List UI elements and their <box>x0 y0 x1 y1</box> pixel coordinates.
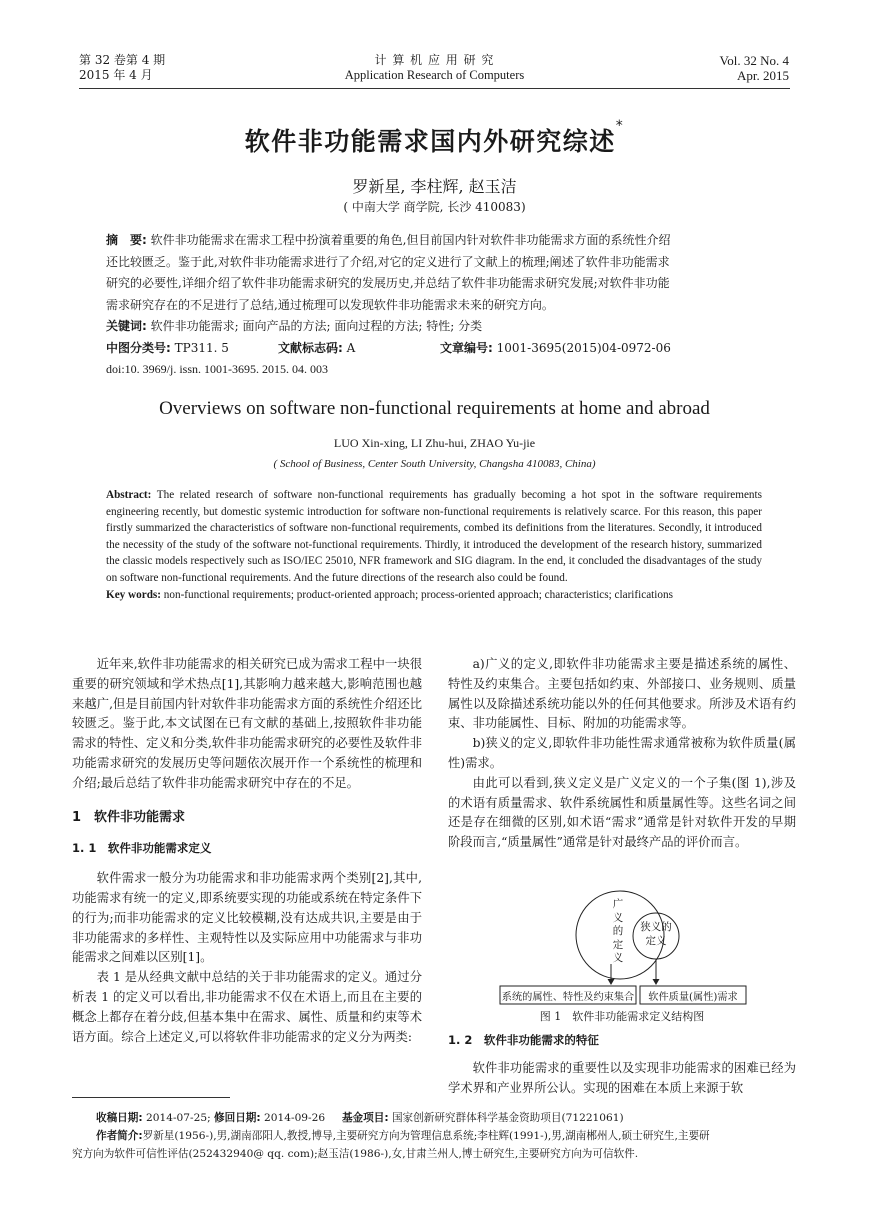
date-en: Apr. 2015 <box>737 68 789 83</box>
broad-definition-paragraph: a)广义的定义,即软件非功能需求主要是描述系统的属性、特性及约束集合。主要包括如约束、外部接口、业务规则、质量属性以及除描述系统功能以外的任何其他要求。所涉及术语有约束、非功能属性、目标、附加的功能需求等。 <box>448 657 796 731</box>
received-label: 收稿日期: <box>96 1112 143 1124</box>
section-heading-1: 1 软件非功能需求 <box>72 809 186 825</box>
figure-1-caption: 图 1 软件非功能需求定义结构图 <box>539 1010 705 1023</box>
volume-en: Vol. 32 No. 4 <box>719 53 789 68</box>
abstract-cn-line-2: 还比较匮乏。鉴于此,对软件非功能需求进行了介绍,对它的定义进行了文献上的梳理;阐述了软件非功能需求 <box>106 254 670 269</box>
affiliation: ( 中南大学 商学院, 长沙 410083) <box>343 200 526 214</box>
abstract-cn <box>106 230 766 381</box>
figure-1 <box>448 890 796 1025</box>
article-number <box>440 338 671 360</box>
keywords-en-label: Key words: <box>106 588 161 601</box>
journal-name-en: Application Research of Computers <box>344 68 525 82</box>
classification-line <box>106 338 766 360</box>
clc-value: TP311. 5 <box>174 340 229 355</box>
definition-paragraph-1: 软件需求一般分为功能需求和非功能需求两个类别[2],其中,功能需求有统一的定义,即系统要实现的功能或系统在特定条件下的行为;而非功能需求的定义比较模糊,没有达成共识,主要是由于非功能需求的多样性、主观特性以及实际应用中功能需求与非功能需求之间难以区别[1]。 <box>72 871 422 965</box>
right-column <box>448 655 796 853</box>
date-cn: 2015 年 4 月 <box>79 68 153 82</box>
doc-code-label: 文献标志码: <box>278 340 343 355</box>
footnote-bio-1 <box>72 1127 802 1145</box>
revised-label: 修回日期: <box>214 1112 261 1124</box>
authors: 罗新星, 李柱辉, 赵玉洁 <box>352 177 517 196</box>
footnote <box>72 1109 802 1163</box>
abstract-en-paragraph <box>106 487 762 587</box>
keywords-cn <box>106 316 766 338</box>
doc-code <box>278 338 355 360</box>
abstract-cn-label: 摘 要: <box>106 233 147 247</box>
authors-en: LUO Xin-xing, LI Zhu-hui, ZHAO Yu-jie <box>333 436 536 450</box>
doc-code-value: A <box>346 340 356 355</box>
bio-text-1: 罗新星(1956-),男,湖南邵阳人,教授,博导,主要研究方向为管理信息系统;李柱辉(1991-),男,湖南郴州人,硕士研究生,主要研 <box>142 1130 710 1142</box>
keywords-en-text: non-functional requirements; product-oriented approach; process-oriented approach; characteristics; clarifications <box>163 588 673 601</box>
footnote-rule <box>72 1097 230 1098</box>
keywords-cn-text: 软件非功能需求; 面向产品的方法; 面向过程的方法; 特性; 分类 <box>150 319 483 333</box>
left-column <box>72 655 422 1047</box>
broad-definition-label: 广义的定义 <box>612 898 624 964</box>
definition-paragraph-2: 表 1 是从经典文献中总结的关于非功能需求的定义。通过分析表 1 的定义可以看出,非功能需求不仅在术语上,而且在主要的概念上都存在着分歧,但基本集中在需求、属性、质量和约束等术语方面。综合上述定义,可以将软件非功能需求的定义分为两类: <box>72 970 422 1044</box>
narrow-definition-label <box>638 920 674 948</box>
abstract-cn-line-3: 研究的必要性,详细介绍了软件非功能需求研究的发展历史,并总结了软件非功能需求研究发展;对软件非功能 <box>106 276 670 290</box>
keywords-en <box>106 587 762 604</box>
clc-label: 中图分类号: <box>106 340 171 355</box>
box-quality-requirements-label: 软件质量(属性)需求 <box>648 992 738 1003</box>
abstract-cn-line-1 <box>106 230 766 252</box>
revised-date: 2014-09-26 <box>264 1112 326 1124</box>
paper-title-en: Overviews on software non-functional requirements at home and abroad <box>159 398 710 419</box>
subset-paragraph: 由此可以看到,狭义定义是广义定义的一个子集(图 1),涉及的术语有质量需求、软件系统属性和质量属性等。这些名词之间还是存在细微的区别,如术语“需求”通常是针对软件开发的早期阶段而言,“质量属性”通常是针对最终产品的评价而言。 <box>448 775 796 850</box>
abstract-en-label: Abstract: <box>106 489 152 501</box>
fund-text: 国家创新研究群体科学基金资助项目(71221061) <box>391 1112 624 1124</box>
volume-cn: 第 32 卷第 4 期 <box>79 53 166 67</box>
affiliation-en: ( School of Business, Center South University, Changsha 410083, China) <box>273 458 596 470</box>
clc <box>106 338 229 360</box>
abstract-cn-text-1: 软件非功能需求在需求工程中扮演着重要的角色,但目前国内针对软件非功能需求方面的系统性介绍 <box>150 233 671 247</box>
intro-paragraph: 近年来,软件非功能需求的相关研究已成为需求工程中一块很重要的研究领域和学术热点[1],其影响力越来越大,影响范围也越来越广,但是目前国内针对软件非功能需求方面的系统性介绍还比较匮乏。鉴于此,本文试图在已有文献的基础上,按照软件非功能需求的特性、定义和分类,软件非功能需求研究的必要性及软件非功能需求研究的发展历史等问题依次展开作一个系统性的梳理和介绍;最后总结了软件非功能需求研究中存在的不足。 <box>72 657 422 790</box>
header-volume-en <box>720 53 789 83</box>
received-date: 2014-07-25; <box>146 1112 211 1124</box>
bio-label: 作者简介: <box>96 1130 143 1142</box>
abstract-en-text: The related research of software non-functional requirements has gradually becoming a hot spot in the software requirements engineering recently, but domestic systemic introduction for software non-functional requirements is relatively scarce. For this reason, this paper firstly summarized the characteristics of software non-functional requirements, combed its definitions from the literatures. Secondly, it introduced the necessity of the study of the software not-functional requirements. Thirdly, it introduced the development of the research history, summarized the classic models respectively such as ISO/IEC 25010, NFR framework and SIG diagram. In the end, it concluded the disadvantages of the study on software non-functional requirements. And the future directions of the research also could be found. <box>106 489 762 584</box>
fund-label: 基金项目: <box>341 1112 389 1124</box>
narrow-definition-paragraph: b)狭义的定义,即软件非功能性需求通常被称为软件质量(属性)需求。 <box>448 736 796 770</box>
doi: doi:10. 3969/j. issn. 1001-3695. 2015. 04. 003 <box>106 362 329 376</box>
characteristics-paragraph: 软件非功能需求的重要性以及实现非功能需求的困难已经为学术界和产业界所公认。实现的困难在本质上来源于软 <box>448 1060 796 1095</box>
narrow-label-line-1: 狭义的 <box>640 921 672 933</box>
article-number-label: 文章编号: <box>440 340 493 355</box>
abstract-cn-line-4: 需求研究存在的不足进行了总结,通过梳理可以发现软件非功能需求未来的研究方向。 <box>106 297 554 312</box>
keywords-cn-label: 关键词: <box>106 319 147 333</box>
section-heading-1-2: 1. 2 软件非功能需求的特征 <box>448 1033 599 1047</box>
journal-name-cn: 计 算 机 应 用 研 究 <box>374 53 495 67</box>
right-column-continued <box>448 1031 796 1098</box>
section-heading-1-1: 1. 1 软件非功能需求定义 <box>72 841 212 856</box>
footnote-bio-2: 究方向为软件可信性评估(252432940@ qq. com);赵玉洁(1986-),女,甘肃兰州人,博士研究生,主要研究方向为可信软件. <box>72 1148 639 1160</box>
narrow-label-line-2: 定义 <box>645 935 667 947</box>
paper-title <box>0 118 869 158</box>
header-rule <box>79 88 790 89</box>
title-footnote-mark: * <box>615 118 625 134</box>
footnote-dates <box>72 1109 802 1127</box>
abstract-en <box>106 487 762 603</box>
title-text: 软件非功能需求国内外研究综述 <box>244 127 616 156</box>
box-system-attributes-label: 系统的属性、特性及约束集合 <box>501 992 635 1003</box>
article-number-value: 1001-3695(2015)04-0972-06 <box>496 340 671 355</box>
